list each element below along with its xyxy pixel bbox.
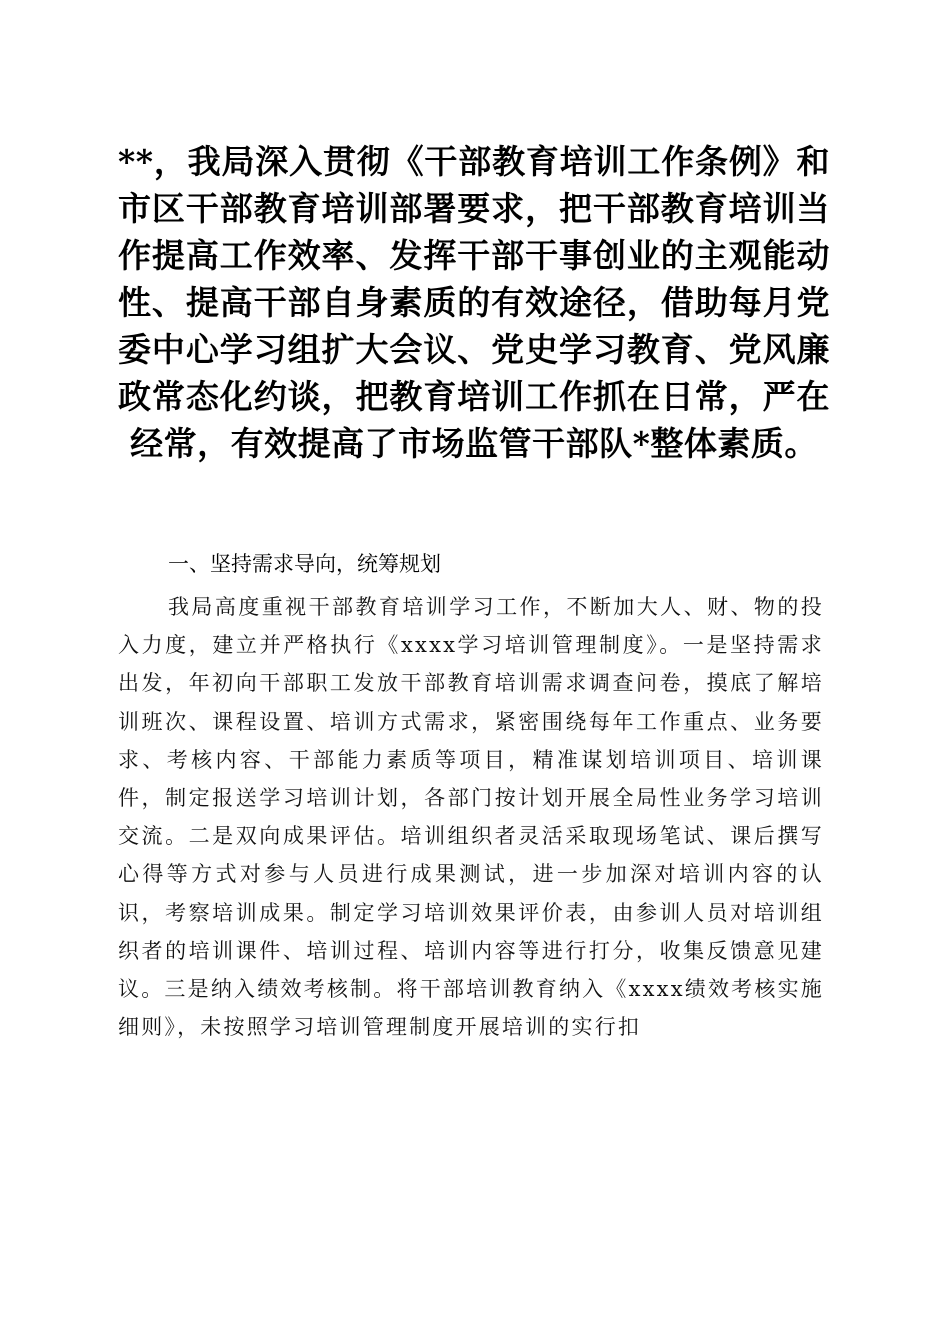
document-title: **，我局深入贯彻《干部教育培训工作条例》和市区干部教育培训部署要求，把干部教育培训当作提高工作效率、发挥干部干事创业的主观能动性、提高干部自身素质的有效途径，借助每月党委中心学习组扩大会议、党史学习教育、党风廉政常态化约谈，把教育培训工作抓在日常，严在经常，有效提高了市场监管干部队*整体素质。 xyxy=(118,142,830,463)
section-heading: 一、坚持需求导向，统筹规划 xyxy=(168,552,441,576)
body-paragraph: 我局高度重视干部教育培训学习工作，不断加大人、财、物的投入力度，建立并严格执行《xxxx学习培训管理制度》。一是坚持需求出发，年初向干部职工发放干部教育培训需求调查问卷，摸底了解培训班次、课程设置、培训方式需求，紧密围绕每年工作重点、业务要求、考核内容、干部能力素质等项目，精准谋划培训项目、培训课件，制定报送学习培训计划，各部门按计划开展全局性业务学习培训交流。二是双向成果评估。培训组织者灵活采取现场笔试、课后撰写心得等方式对参与人员进行成果测试，进一步加深对培训内容的认识，考察培训成果。制定学习培训效果评价表，由参训人员对培训组织者的培训课件、培训过程、培训内容等进行打分，收集反馈意见建议。三是纳入绩效考核制。将干部培训教育纳入《xxxx绩效考核实施细则》，未按照学习培训管理制度开展培训的实行扣 xyxy=(118,595,824,1040)
